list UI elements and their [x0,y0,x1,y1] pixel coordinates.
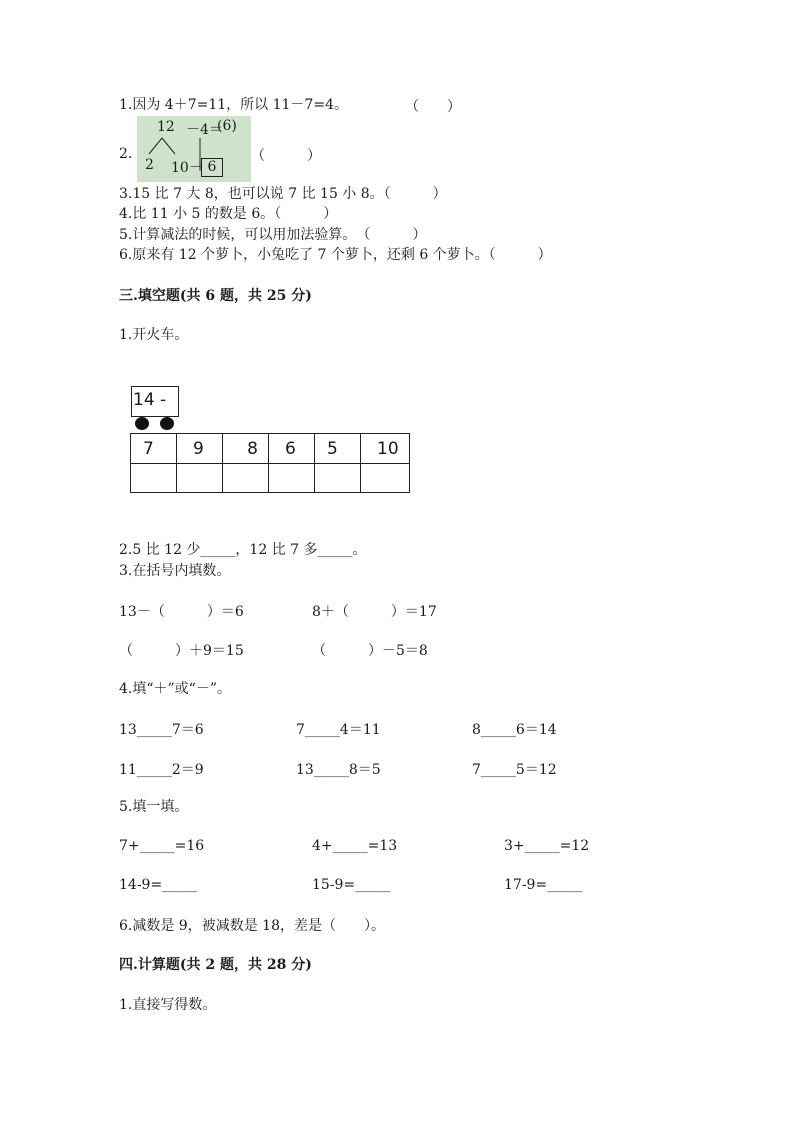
diagram-subtract: －4＝ [186,122,223,138]
judge-question-5: 5.计算减法的时候，可以用加法验算。 （ ） [119,227,427,243]
engine-label: 14 - [133,390,167,410]
answer-cell[interactable] [177,464,223,493]
fill-item[interactable]: 7+_____=16 [119,838,205,854]
judge-question-4: 4.比 11 小 5 的数是 6。（ ） [119,206,338,222]
fill-item[interactable]: 17-9=_____ [504,877,583,893]
fill-item[interactable]: 3+_____=12 [504,838,590,854]
train-car: 8 [223,434,269,464]
judge-question-2-number: 2. [119,146,133,162]
fill-question-3: 3.在括号内填数。 [119,563,231,579]
fill-item[interactable]: 15-9=_____ [312,877,391,893]
calc-question-1: 1.直接写得数。 [119,997,217,1013]
section-4-heading: 四.计算题(共 2 题，共 28 分) [119,957,312,973]
fill-item[interactable]: 8_____6＝14 [472,722,557,738]
fill-item[interactable]: 14-9=_____ [119,877,198,893]
train-answer-row [131,464,410,493]
fill-question-1: 1.开火车。 [119,327,189,343]
fill-item[interactable]: 8＋（ ）＝17 [312,604,437,620]
fill-item[interactable]: 13_____7＝6 [119,722,204,738]
answer-cell[interactable] [269,464,315,493]
answer-paren-1[interactable]: （ ） [405,99,461,115]
fill-question-6: 6.减数是 9，被减数是 18，差是（ ）。 [119,918,385,934]
diagram-part-10: 10－ [171,160,203,176]
wheel-icon [160,417,174,430]
answer-cell[interactable] [223,464,269,493]
train-car: 5 [315,434,361,464]
train-car: 9 [177,434,223,464]
fill-item[interactable]: 13_____8＝5 [296,762,381,778]
fill-question-4: 4.填“＋”或“－”。 [119,681,231,697]
train-car: 6 [269,434,315,464]
judge-question-6: 6.原来有 12 个萝卜，小兔吃了 7 个萝卜，还剩 6 个萝卜。（ ） [119,247,552,263]
answer-cell[interactable] [315,464,361,493]
decomposition-diagram [137,116,251,182]
fill-item[interactable]: 13－（ ）＝6 [119,604,244,620]
fill-item[interactable]: （ ）－5＝8 [312,643,428,659]
fill-question-2: 2.5 比 12 少_____，12 比 7 多_____。 [119,542,367,558]
diagram-result: (6) [217,118,237,134]
wheel-icon [135,417,149,430]
diagram-part-2: 2 [145,157,154,173]
fill-item[interactable]: 11_____2＝9 [119,762,204,778]
judge-question-1: 1.因为 4＋7=11，所以 11－7=4。 [119,97,348,113]
answer-cell[interactable] [131,464,177,493]
judge-question-3: 3.15 比 7 大 8，也可以说 7 比 15 小 8。（ ） [119,186,447,202]
answer-paren-2[interactable]: （ ） [251,148,321,164]
fill-item[interactable]: 7_____4＝11 [296,722,381,738]
diagram-minuend: 12 [157,119,175,135]
fill-question-5: 5.填一填。 [119,799,189,815]
train-car: 7 [131,434,177,464]
fill-item[interactable]: 7_____5＝12 [472,762,557,778]
section-3-heading: 三.填空题(共 6 题，共 25 分) [119,288,312,304]
train-engine [131,386,179,417]
fill-item[interactable]: （ ）＋9＝15 [119,643,244,659]
answer-cell[interactable] [361,464,410,493]
fill-item[interactable]: 4+_____=13 [312,838,398,854]
train-cars-numbers [131,434,410,464]
diagram-box: 6 [201,158,223,177]
train-car: 10 [361,434,410,464]
train-cars-table [130,433,410,493]
